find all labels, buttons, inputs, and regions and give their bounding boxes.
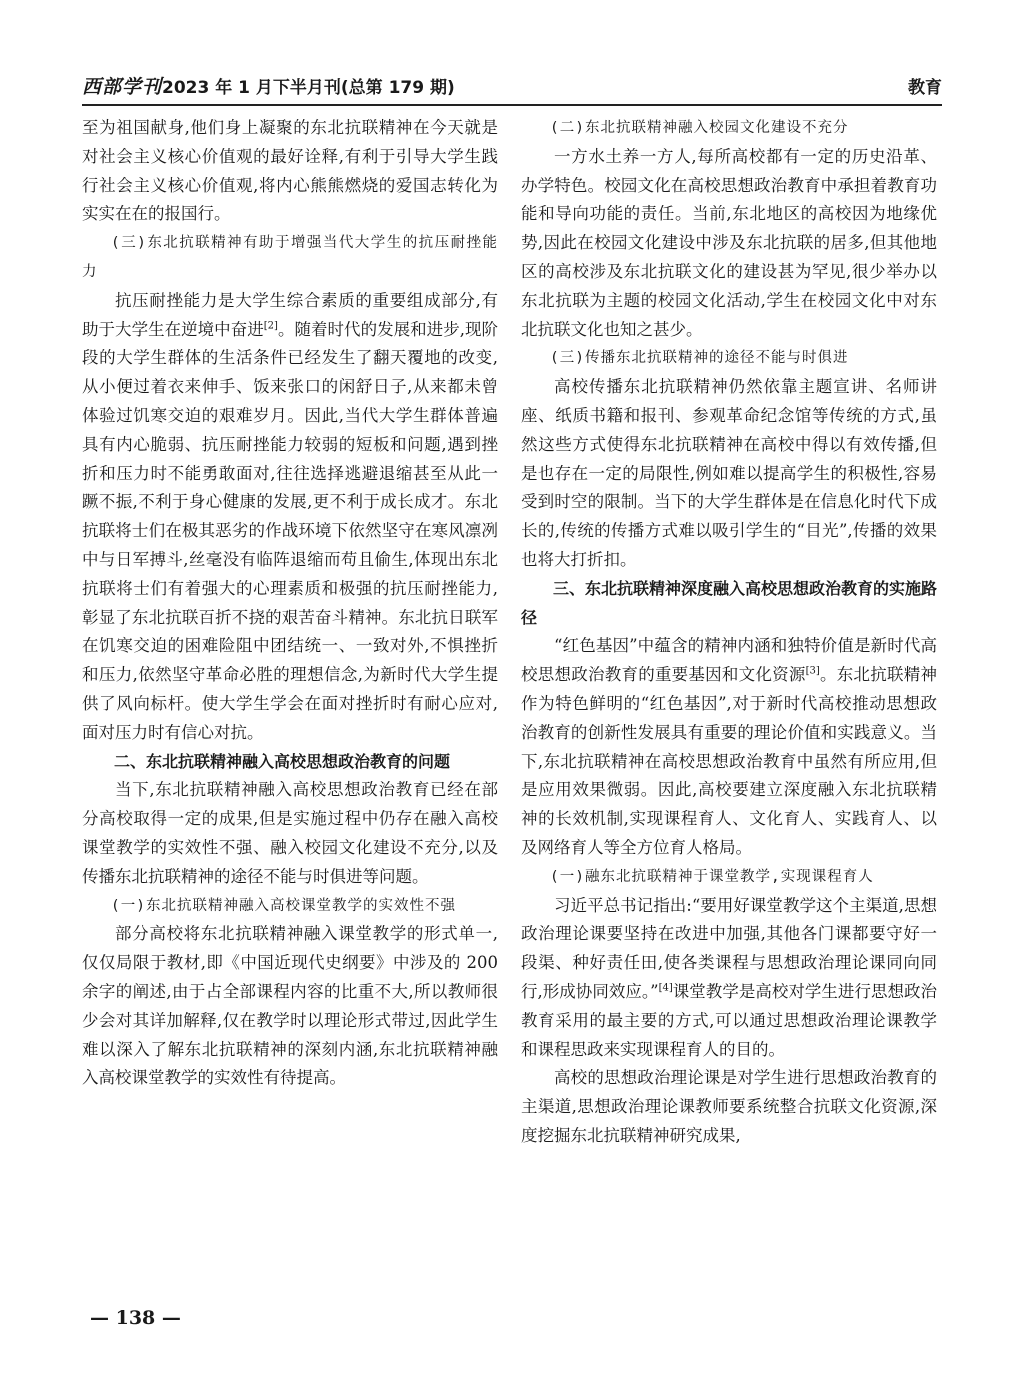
paragraph-text: 一方水土养一方人,每所高校都有一定的历史沿革、办学特色。校园文化在高校思想政治教育中承担着教育功能和导向功能的责任。当前,东北地区的高校因为地缘优势,因此在校园文化建设中涉及东北抗联的居多,但其他地区的高校涉及东北抗联文化的建设甚为罕见,很少举办以东北抗联为主题的校园文化活动,学生在校园文化中对东北抗联文化也知之甚少。 <box>521 146 937 339</box>
right-column <box>521 114 937 1151</box>
journal-name: 西部学刊 <box>82 76 163 98</box>
paragraph-text: (一)东北抗联精神融入高校课堂教学的实效性不强 <box>111 897 456 914</box>
paragraph-text: (二)东北抗联精神融入校园文化建设不充分 <box>550 120 849 136</box>
body-paragraph <box>521 892 937 1065</box>
subsection-heading <box>521 344 937 373</box>
body-paragraph <box>521 1064 937 1150</box>
body-paragraph <box>82 287 498 748</box>
issue-info: 2023 年 1 月下半月刊(总第 179 期) <box>162 78 455 98</box>
paragraph-text: 高校传播东北抗联精神仍然依靠主题宣讲、名师讲座、纸质书籍和报刊、参观革命纪念馆等传统的方式,虽然这些方式使得东北抗联精神在高校中得以有效传播,但是也存在一定的局限性,例如难以提高学生的积极性,容易受到时空的限制。当下的大学生群体是在信息化时代下成长的,传统的传播方式难以吸引学生的“目光”,传播的效果也将大打折扣。 <box>521 377 937 569</box>
body-paragraph <box>82 776 498 891</box>
paragraph-text: 至为祖国献身,他们身上凝聚的东北抗联精神在今天就是对社会主义核心价值观的最好诠释,有利于引导大学生践行社会主义核心价值观,将内心熊熊燃烧的爱国志转化为实实在在的报国行。 <box>82 118 498 224</box>
body-paragraph <box>82 114 498 229</box>
paragraph-text: (三)传播东北抗联精神的途径不能与时俱进 <box>550 350 849 367</box>
section-heading <box>521 575 937 633</box>
page-number: — 138 — <box>90 1307 181 1329</box>
paragraph-text: 抗压耐挫能力是大学生综合素质的重要组成部分,有助于大学生在逆境中奋进 <box>82 290 498 339</box>
citation-marker: [4] <box>658 982 673 994</box>
paragraph-text: (三)东北抗联精神有助于增强当代大学生的抗压耐挫能力 <box>82 235 498 280</box>
paragraph-text: 课堂教学是高校对学生进行思想政治教育采用的最主要的方式,可以通过思想政治理论课教学和课程思政来实现课程育人的目的。 <box>521 981 937 1059</box>
body-paragraph <box>521 373 937 575</box>
paragraph-text: “红色基因”中蕴含的精神内涵和独特价值是新时代高校思想政治教育的重要基因和文化资源 <box>521 636 937 685</box>
paragraph-text: 当下,东北抗联精神融入高校思想政治教育已经在部分高校取得一定的成果,但是实施过程中仍存在融入高校课堂教学的实效性不强、融入校园文化建设不充分,以及传播东北抗联精神的途径不能与时俱进等问题。 <box>82 780 498 886</box>
paragraph-text: 。东北抗联精神作为特色鲜明的“红色基因”,对于新时代高校推动思想政治教育的创新性发展具有重要的理论价值和实践意义。当下,东北抗联精神在高校思想政治教育中虽然有所应用,但是应用效果微弱。因此,高校要建立深度融入东北抗联精神的长效机制,实现课程育人、文化育人、实践育人、以及网络育人等全方位育人格局。 <box>521 665 938 857</box>
paragraph-text: 二、东北抗联精神融入高校思想政治教育的问题 <box>114 751 451 771</box>
body-paragraph <box>521 143 937 345</box>
body-paragraph <box>521 632 937 862</box>
running-header <box>82 70 942 106</box>
paragraph-text: 高校的思想政治理论课是对学生进行思想政治教育的主渠道,思想政治理论课教师要系统整合抗联文化资源,深度挖掘东北抗联精神研究成果, <box>521 1068 937 1145</box>
subsection-heading <box>82 229 498 287</box>
subsection-heading <box>521 863 937 892</box>
paragraph-text: (一)融东北抗联精神于课堂教学,实现课程育人 <box>550 868 874 885</box>
paragraph-text: 习近平总书记指出:“要用好课堂教学这个主渠道,思想政治理论课要坚持在改进中加强,其他各门课都要守好一段渠、种好责任田,使各类课程与思想政治理论课同向同行,形成协同效应。” <box>521 895 937 1001</box>
paragraph-text: 部分高校将东北抗联精神融入课堂教学的形式单一,仅仅局限于教材,即《中国近现代史纲要》中涉及的 200 余字的阐述,由于占全部课程内容的比重不大,所以教师很少会对其详加解释,仅在教学时以理论形式带过,因此学生难以深入了解东北抗联精神的深刻内涵,东北抗联精神融入高校课堂教学的实效性有待提高。 <box>82 924 498 1088</box>
left-column <box>82 114 498 1093</box>
section-name: 教育 <box>908 78 942 98</box>
subsection-heading <box>82 892 498 921</box>
subsection-heading <box>521 114 937 143</box>
paragraph-text: 三、东北抗联精神深度融入高校思想政治教育的实施路径 <box>521 578 938 627</box>
citation-marker: [3] <box>805 665 820 677</box>
paragraph-text: 。随着时代的发展和进步,现阶段的大学生群体的生活条件已经发生了翻天覆地的改变,从小便过着衣来伸手、饭来张口的闲舒日子,从来都未曾体验过饥寒交迫的艰难岁月。因此,当代大学生群体普遍具有内心脆弱、抗压耐挫能力较弱的短板和问题,遇到挫折和压力时不能勇敢面对,往往选择逃避退缩甚至从此一蹶不振,不利于身心健康的发展,更不利于成长成才。东北抗联将士们在极其恶劣的作战环境下依然坚守在寒风凛冽中与日军搏斗,丝毫没有临阵退缩而苟且偷生,体现出东北抗联将士们有着强大的心理素质和极强的抗压耐挫能力,彰显了东北抗联百折不挠的艰苦奋斗精神。东北抗日联军在饥寒交迫的困难险阻中团结统一、一致对外,不惧挫折和压力,依然坚守革命必胜的理想信念,为新时代大学生提供了风向标杆。使大学生学会在面对挫折时有耐心应对,面对压力时有信心对抗。 <box>82 319 499 742</box>
body-paragraph <box>82 920 498 1093</box>
citation-marker: [2] <box>263 320 278 332</box>
section-heading <box>82 748 498 777</box>
